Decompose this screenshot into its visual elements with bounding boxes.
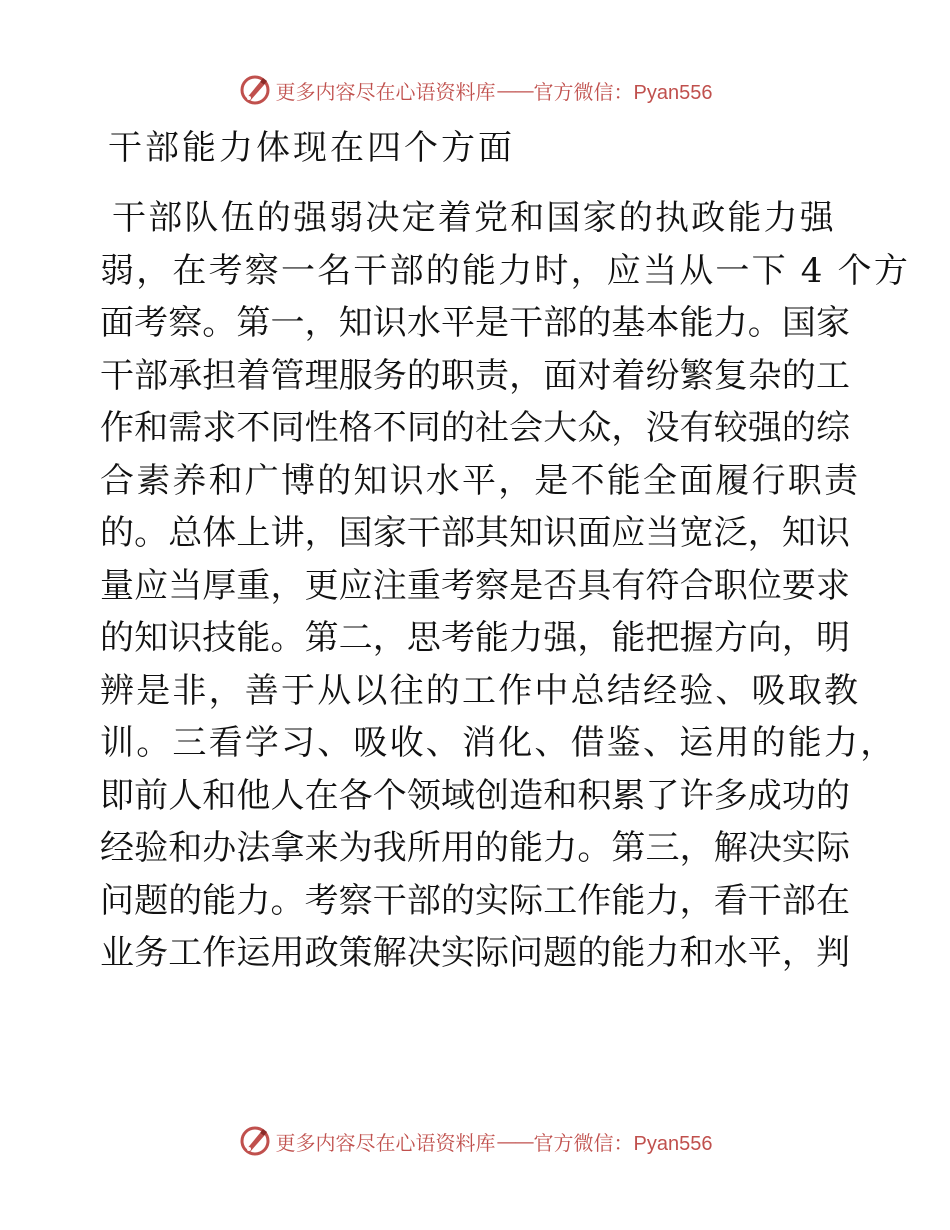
body-line: 干部承担着管理服务的职责，面对着纷繁复杂的工	[100, 355, 850, 396]
body-line: 业务工作运用政策解决实际问题的能力和水平，判	[100, 933, 850, 973]
body-line: 辨是非，善于从以往的工作中总结经验、吸取教	[100, 670, 861, 711]
pen-logo-icon	[238, 1124, 272, 1158]
body-line: 经验和办法拿来为我所用的能力。第三，解决实际	[100, 828, 850, 868]
watermark-separator: ——	[496, 1129, 533, 1153]
footer-watermark	[0, 1121, 950, 1161]
pen-logo-icon	[238, 73, 272, 107]
watermark-text: 更多内容尽在心语资料库	[275, 79, 496, 104]
body-line: 干部队伍的强弱决定着党和国家的执政能力强	[112, 198, 836, 238]
body-line: 即前人和他人在各个领域创造和积累了许多成功的	[100, 775, 850, 816]
body-line: 的。总体上讲，国家干部其知识面应当宽泛，知识	[100, 513, 850, 553]
watermark-text: 更多内容尽在心语资料库	[275, 1130, 496, 1155]
document-title: 干部能力体现在四个方面	[108, 128, 515, 168]
body-line: 的知识技能。第二，思考能力强，能把握方向，明	[100, 618, 850, 658]
body-line: 训。三看学习、吸收、消化、借鉴、运用的能力，	[100, 723, 897, 763]
header-watermark	[0, 70, 950, 110]
watermark-contact: 官方微信：Pyan556	[533, 1132, 713, 1155]
body-line: 问题的能力。考察干部的实际工作能力，看干部在	[100, 880, 850, 921]
watermark-contact: 官方微信：Pyan556	[533, 81, 713, 104]
body-line: 弱，在考察一名干部的能力时，应当从一下 4 个方	[100, 250, 911, 291]
body-line: 合素养和广博的知识水平，是不能全面履行职责	[100, 460, 861, 501]
body-line: 作和需求不同性格不同的社会大众，没有较强的综	[100, 408, 850, 448]
body-line: 面考察。第一，知识水平是干部的基本能力。国家	[100, 303, 850, 343]
body-line: 量应当厚重，更应注重考察是否具有符合职位要求	[100, 565, 850, 606]
watermark-separator: ——	[496, 78, 533, 102]
document-body	[100, 192, 911, 980]
